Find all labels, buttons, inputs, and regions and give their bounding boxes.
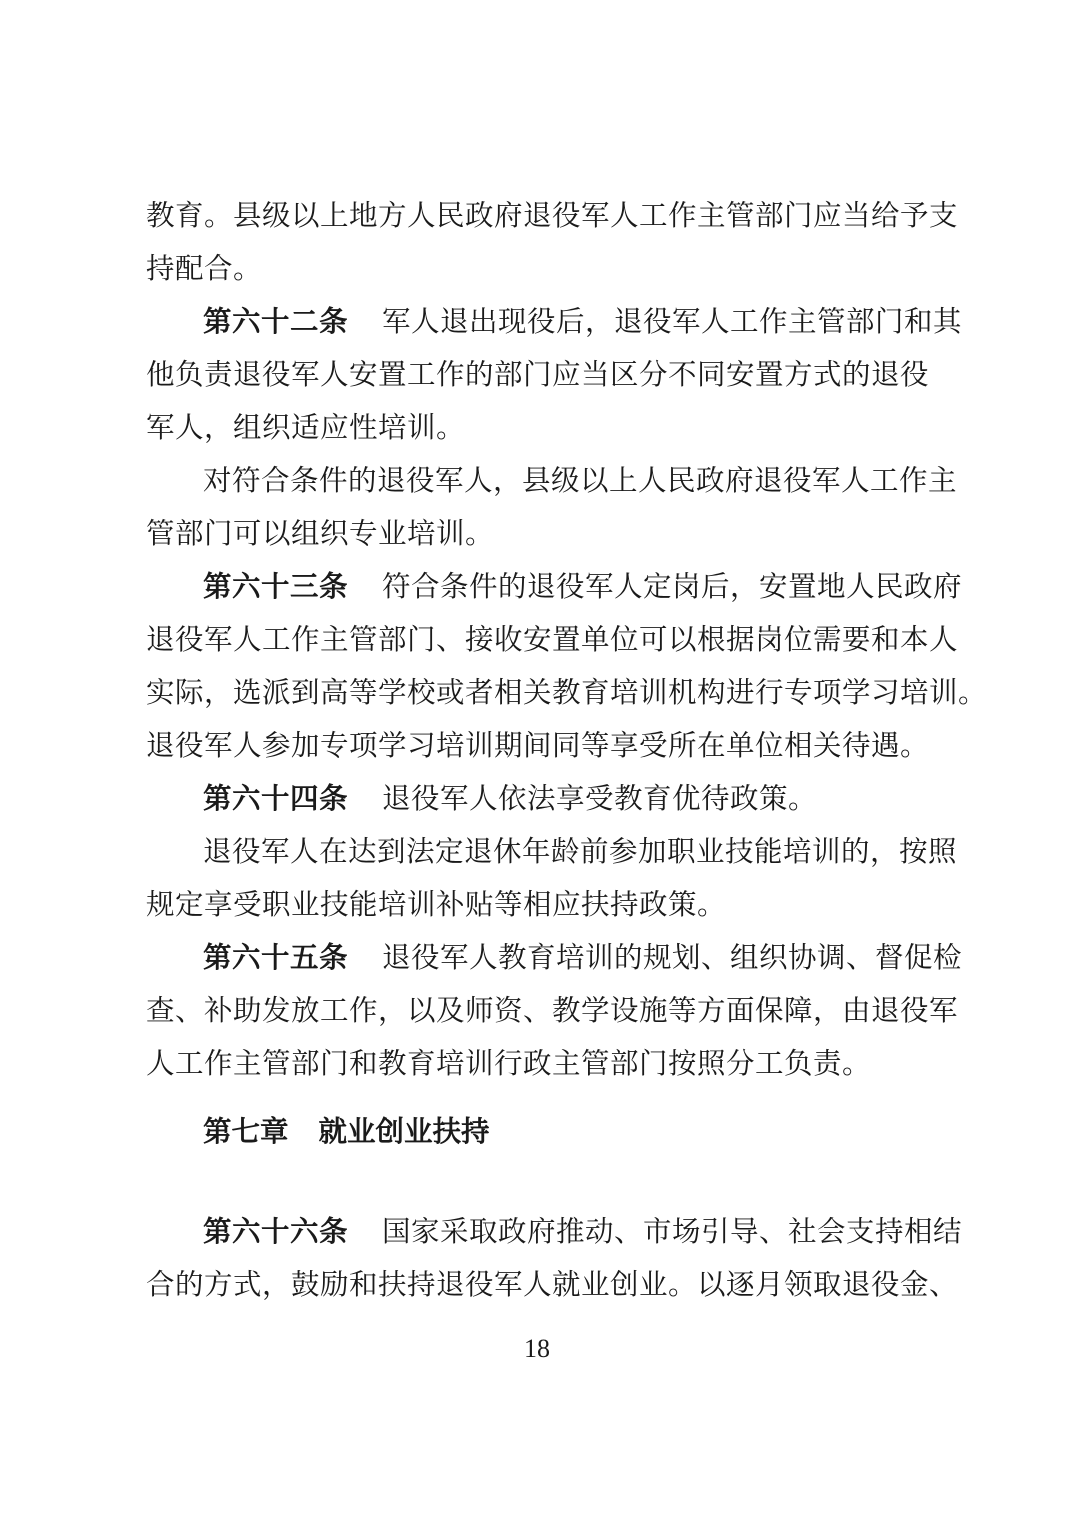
article-number: 第六十六条 [203, 1215, 349, 1248]
paragraph-line: 查、补助发放工作，以及师资、教学设施等方面保障，由退役军 [146, 994, 959, 1027]
paragraph-line: 退役军人工作主管部门、接收安置单位可以根据岗位需要和本人 [146, 623, 959, 656]
paragraph-line: 规定享受职业技能培训补贴等相应扶持政策。 [146, 888, 727, 921]
paragraph-line: 人工作主管部门和教育培训行政主管部门按照分工负责。 [146, 1047, 872, 1080]
article-number: 第六十四条 [203, 782, 349, 815]
paragraph-line: 合的方式，鼓励和扶持退役军人就业创业。以逐月领取退役金、 [146, 1268, 959, 1301]
chapter-heading [203, 1115, 490, 1149]
article-63-heading-line: 第六十三条 符合条件的退役军人定岗后，安置地人民政府 [203, 570, 963, 603]
article-number: 第六十五条 [203, 941, 349, 974]
paragraph-line: 退役军人参加专项学习培训期间同等享受所在单位相关待遇。 [146, 729, 930, 762]
article-65-heading-line: 第六十五条 退役军人教育培训的规划、组织协调、督促检 [203, 941, 963, 974]
paragraph-line: 管部门可以组织专业培训。 [146, 517, 495, 550]
paragraph-line: 持配合。 [146, 252, 263, 285]
article-62-heading-line: 第六十二条 军人退出现役后，退役军人工作主管部门和其 [203, 305, 963, 338]
paragraph-line: 对符合条件的退役军人，县级以上人民政府退役军人工作主 [203, 464, 958, 497]
article-number: 第六十三条 [203, 570, 349, 603]
chapter-title: 就业创业扶持 [318, 1115, 490, 1148]
article-64-heading-line: 第六十四条 退役军人依法享受教育优待政策。 [203, 782, 818, 815]
paragraph-line: 他负责退役军人安置工作的部门应当区分不同安置方式的退役 [146, 358, 930, 391]
paragraph-line: 退役军人在达到法定退休年龄前参加职业技能培训的，按照 [203, 835, 958, 868]
chapter-number: 第七章 [203, 1115, 289, 1148]
paragraph-line: 实际，选派到高等学校或者相关教育培训机构进行专项学习培训。 [146, 676, 988, 709]
article-66-heading-line: 第六十六条 国家采取政府推动、市场引导、社会支持相结 [203, 1215, 963, 1248]
paragraph-line: 教育。县级以上地方人民政府退役军人工作主管部门应当给予支 [146, 199, 959, 232]
article-number: 第六十二条 [203, 305, 349, 338]
page-number: 18 [524, 1334, 550, 1363]
paragraph-line: 军人，组织适应性培训。 [146, 411, 466, 444]
